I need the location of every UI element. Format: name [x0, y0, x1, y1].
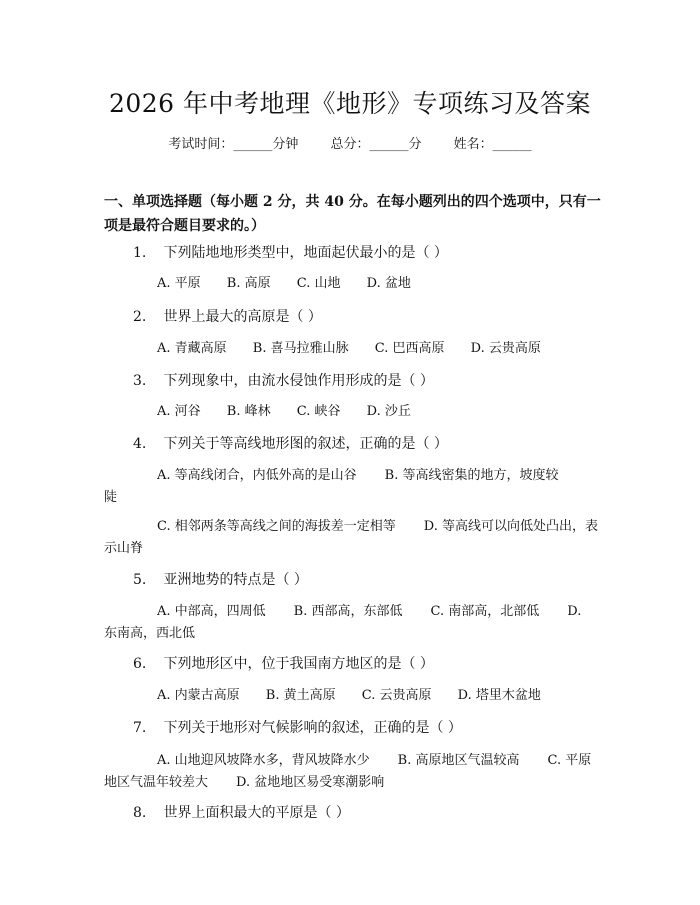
question-stem: 下列关于地形对气候影响的叙述，正确的是（ ） [163, 720, 462, 736]
question-stem: 世界上面积最大的平原是（ ） [163, 805, 350, 821]
question-options [157, 402, 433, 422]
option: B. 喜马拉雅山脉 [252, 341, 349, 356]
question-number: 2. [133, 309, 147, 325]
option: A. 中部高，四周低 [157, 604, 266, 619]
option: B. 等高线密集的地方，坡度较陡 [104, 468, 559, 505]
question-options [104, 750, 598, 794]
question-stem: 下列现象中，由流水侵蚀作用形成的是（ ） [163, 373, 434, 389]
question [133, 570, 308, 590]
question-number: 8. [133, 805, 147, 821]
option: C. 平原地区气温年较差大 [104, 753, 592, 790]
option: A. 平原 [157, 276, 201, 291]
question-options [104, 601, 598, 645]
option: A. 河谷 [157, 404, 201, 419]
option: D. 等高线可以向低处凸出，表示山脊 [104, 519, 598, 556]
option: B. 黄土高原 [265, 688, 336, 703]
question [133, 718, 462, 738]
question-number: 3. [133, 373, 147, 389]
question-number: 6. [133, 656, 147, 672]
option: D. 盆地 [366, 276, 411, 291]
question-number: 5. [133, 572, 147, 588]
student-name: 姓名：______ [453, 137, 532, 152]
option: A. 等高线闭合，内低外高的是山谷 [157, 468, 357, 483]
question [133, 243, 448, 263]
exam-meta [0, 133, 700, 152]
section-heading: 一、单项选择题（每小题 2 分，共 40 分。在每小题列出的四个选项中，只有一项是最符合题目要求的。） [104, 194, 601, 234]
question-stem: 下列陆地地形类型中，地面起伏最小的是（ ） [163, 245, 448, 261]
page-title: 2026 年中考地理《地形》专项练习及答案 [108, 89, 592, 118]
option: A. 内蒙古高原 [157, 688, 240, 703]
option: A. 青藏高原 [157, 341, 227, 356]
option: B. 高原 [226, 276, 271, 291]
question-options [157, 686, 563, 706]
question [133, 371, 434, 391]
question [133, 434, 448, 454]
question-options [104, 516, 598, 560]
option: D. 沙丘 [366, 404, 411, 419]
option: C. 巴西高原 [374, 341, 445, 356]
option: C. 南部高，北部低 [430, 604, 540, 619]
option: D. 东南高，西北低 [104, 604, 582, 641]
question-stem: 下列地形区中，位于我国南方地区的是（ ） [163, 656, 434, 672]
option: D. 盆地地区易受寒潮影响 [236, 775, 385, 790]
question [133, 654, 434, 674]
option: B. 高原地区气温较高 [397, 753, 520, 768]
option: C. 山地 [296, 276, 341, 291]
question [133, 307, 322, 327]
question-options [157, 339, 563, 359]
option: A. 山地迎风坡降水多，背风坡降水少 [157, 753, 370, 768]
question-number: 7. [133, 720, 147, 736]
question-options [104, 465, 598, 509]
total-score: 总分：______分 [330, 137, 422, 152]
question-options [157, 274, 433, 294]
option: B. 峰林 [226, 404, 271, 419]
question [133, 803, 350, 823]
option: C. 云贵高原 [361, 688, 432, 703]
exam-time: 考试时间：______分钟 [168, 137, 299, 152]
option: C. 相邻两条等高线之间的海拔差一定相等 [157, 519, 396, 534]
question-stem: 世界上最大的高原是（ ） [163, 309, 322, 325]
question-number: 4. [133, 436, 147, 452]
option: C. 峡谷 [296, 404, 341, 419]
question-stem: 亚洲地势的特点是（ ） [163, 572, 308, 588]
question-number: 1. [133, 245, 147, 261]
option: D. 塔里木盆地 [457, 688, 541, 703]
option: B. 西部高，东部低 [293, 604, 403, 619]
question-stem: 下列关于等高线地形图的叙述，正确的是（ ） [163, 436, 448, 452]
option: D. 云贵高原 [470, 341, 541, 356]
